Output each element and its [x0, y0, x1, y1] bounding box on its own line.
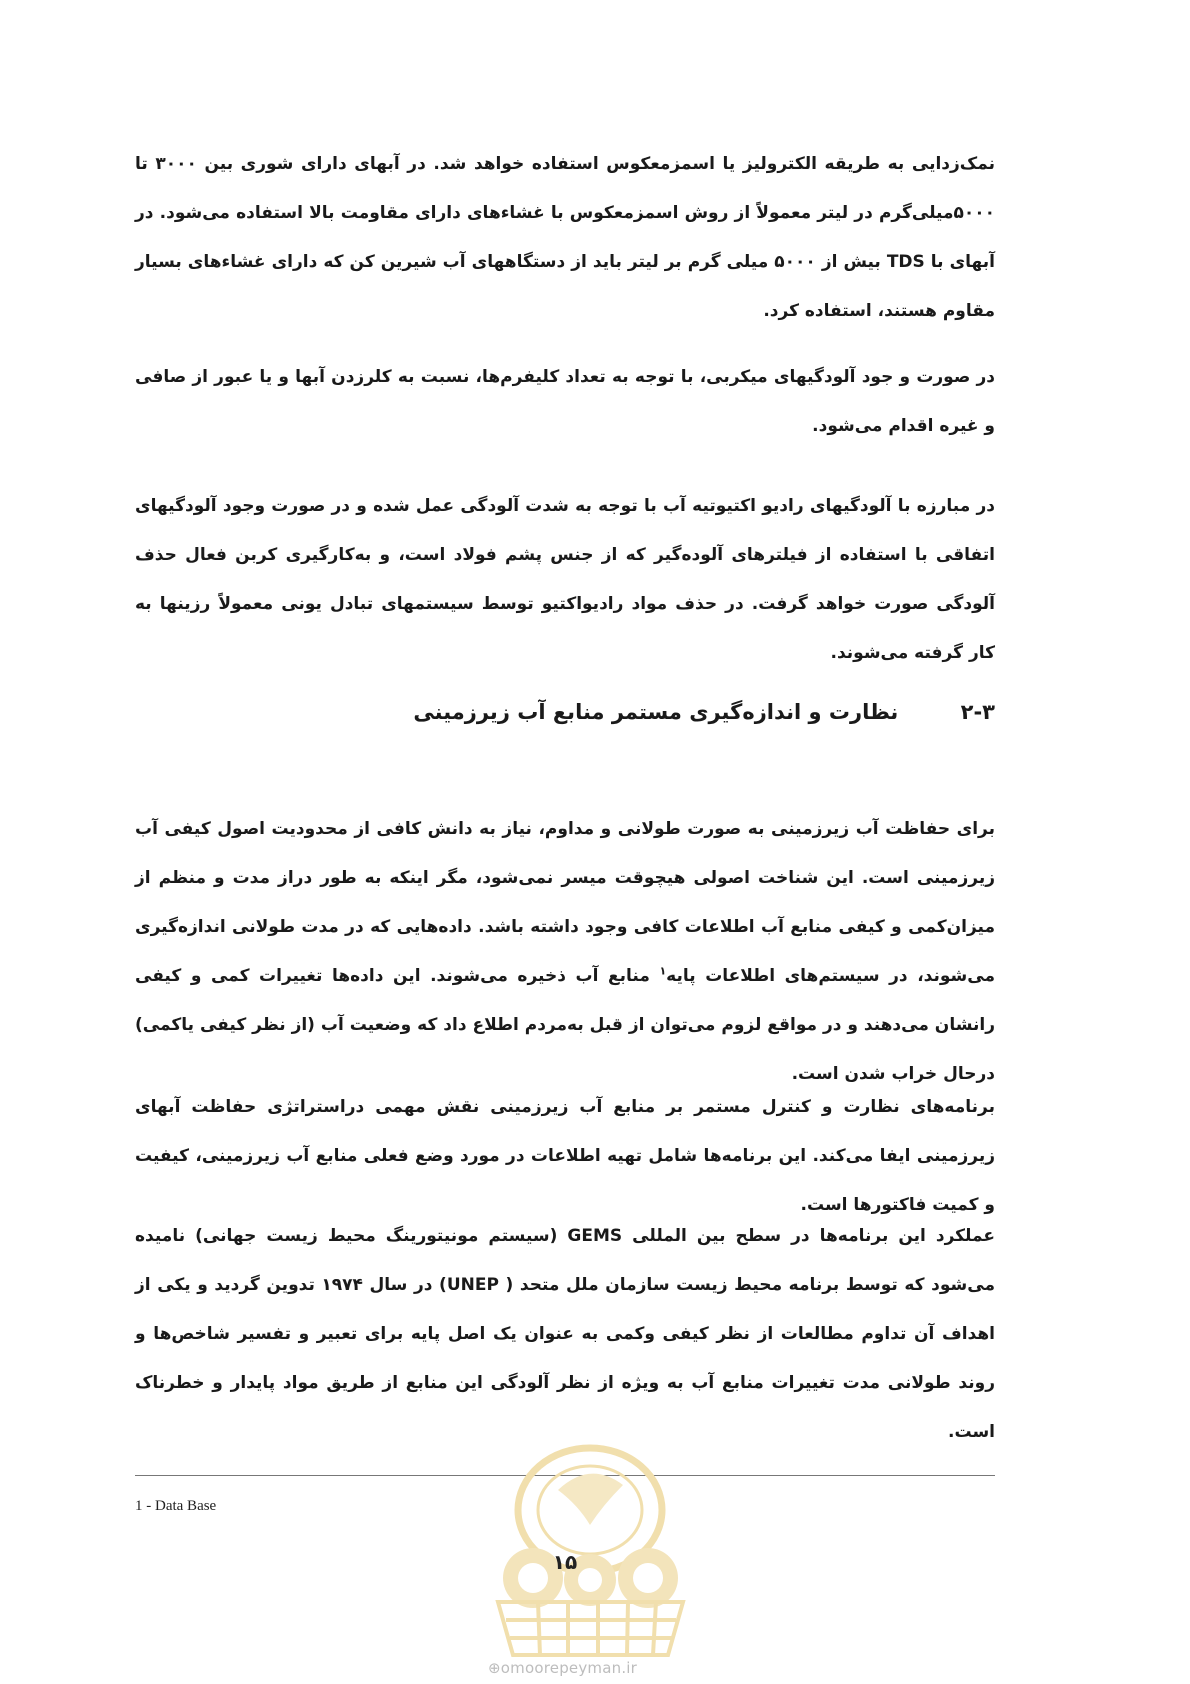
- section-title: نظارت و اندازه‌گیری مستمر منابع آب زیرزمینی: [413, 700, 899, 724]
- paragraph-microbial: در صورت و جود آلودگیهای میکربی، با توجه به تعداد کلیفرم‌ها، نسبت به کلرزدن آبها و یا عبور از صافی و غیره اقدام می‌شود.: [135, 367, 995, 436]
- paragraph-desalination: نمک‌زدایی به طریقه الکترولیز یا اسمزمعکوس استفاده خواهد شد. در آبهای دارای شوری بین ۳۰۰۰ تا ۵۰۰۰میلی‌گرم در لیتر معمولاً از روش اسمزمعکوس با غشاءهای دارای مقاومت بالا استفاده می‌شود. در آبهای با TDS بیش از ۵۰۰۰ میلی گرم بر لیتر باید از دستگاههای آب شیرین کن که دارای غشاءهای بسیار مقاوم هستند، استفاده کرد.: [135, 154, 995, 321]
- footnote: 1 - Data Base: [135, 1498, 217, 1514]
- paragraph-monitoring: برنامه‌های نظارت و کنترل مستمر بر منابع آب زیرزمینی نقش مهمی دراستراتژی حفاظت آبهای زیرزمینی ایفا می‌کند. این برنامه‌ها شامل تهیه اطلاعات در مورد وضع فعلی منابع آب زیرزمینی، کیفیت و کمیت فاکتورها است.: [135, 1097, 995, 1215]
- paragraph-protection-continued: منابع آب ذخیره می‌شوند. این داده‌ها تغییرات کمی و کیفی رانشان می‌دهند و در مواقع لزوم می‌توان از قبل به‌مردم اطلاع داد که وضعیت آب (از نظر کیفی یاکمی) درحال خراب شدن است.: [135, 966, 995, 1084]
- watermark-site-text: [488, 1659, 637, 1677]
- paragraph-protection: [135, 805, 995, 1099]
- paragraph-radioactive: در مبارزه با آلودگیهای رادیو اکتیوتیه آب با توجه به شدت آلودگی عمل شده و در صورت وجود آلودگیهای اتفاقی با استفاده از فیلترهای آلوده‌گیر که از جنس پشم فولاد است، و به‌کارگیری کربن فعال حذف آلودگی صورت خواهد گرفت. در حذف مواد رادیواکتیو توسط سیستمهای تبادل یونی معمولاً رزینها به کار گرفته می‌شوند.: [135, 496, 995, 663]
- paragraph-gems: عملکرد این برنامه‌ها در سطح بین المللی GEMS (سیستم مونیتورینگ محیط زیست جهانی) نامیده می‌شود که توسط برنامه محیط زیست سازمان ملل متحد ( UNEP) در سال ۱۹۷۴ تدوین گردید و یکی از اهداف آن تداوم مطالعات از نظر کیفی وکمی به عنوان یک اصل پایه برای تعبیر و تفسیر شاخص‌ها و روند طولانی مدت تغییرات منابع آب به ویژه از نظر آلودگی این منابع از طریق مواد پایدار و خطرناک است.: [135, 1226, 996, 1442]
- section-heading: [135, 700, 995, 724]
- watermark-seal-icon: [478, 1430, 703, 1665]
- paragraph-protection-text: برای حفاظت آب زیرزمینی به صورت طولانی و مداوم، نیاز به دانش کافی از محدودیت اصول کیفی آب زیرزمینی است. این شناخت اصولی هیچوقت میسر نمی‌شود، مگر اینکه به طور دراز مدت و منظم از میزان‌کمی و کیفی منابع آب اطلاعات کافی وجود داشته باشد. داده‌هایی که در مدت طولانی اندازه‌گیری می‌شوند، در سیستم‌های اطلاعات پایه: [135, 819, 995, 986]
- globe-icon: ⊕: [488, 1659, 501, 1677]
- page-number: ۱۵: [552, 1550, 578, 1574]
- footnote-marker: ۱: [659, 964, 667, 978]
- watermark-site-label: omoorepeyman.ir: [500, 1659, 638, 1677]
- section-number: ۲-۳: [960, 700, 995, 724]
